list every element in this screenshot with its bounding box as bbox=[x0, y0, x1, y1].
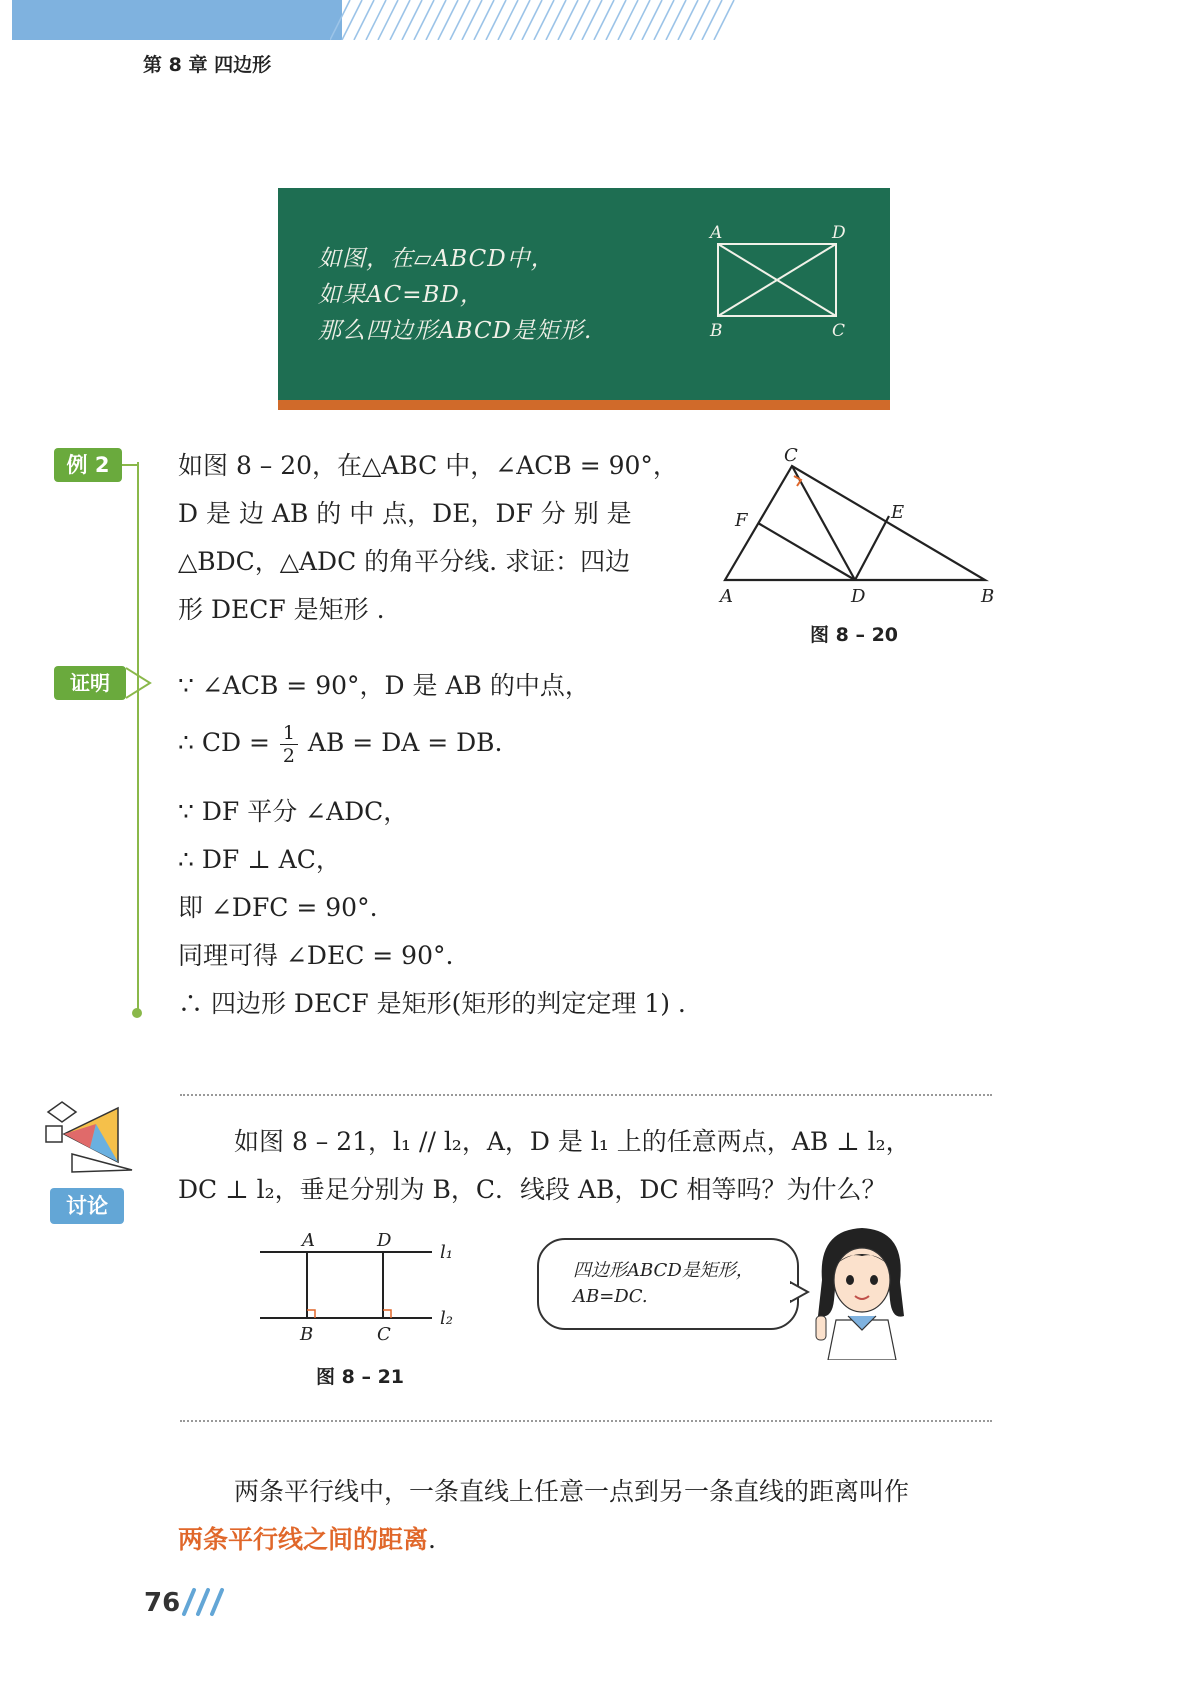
proof-line-6: 同理可得 ∠DEC = 90°. bbox=[178, 941, 454, 970]
example-line-3: △BDC，△ADC 的角平分线. 求证：四边 bbox=[178, 547, 631, 576]
discussion-bottom-divider bbox=[180, 1420, 992, 1422]
page-slash-decoration bbox=[178, 1586, 228, 1618]
girl-avatar-illustration bbox=[800, 1220, 920, 1360]
speech-bubble bbox=[537, 1238, 799, 1330]
figure-8-21-caption: 图 8 – 21 bbox=[316, 1366, 405, 1388]
key-term: 两条平行线之间的距离 bbox=[178, 1525, 429, 1554]
proof-line-2 bbox=[178, 722, 503, 767]
fig20-label-a: A bbox=[720, 586, 733, 607]
fig21-label-a: A bbox=[302, 1230, 315, 1251]
definition-end: . bbox=[428, 1525, 436, 1554]
parallel-lines-figure-8-21 bbox=[250, 1228, 470, 1348]
proof-timeline bbox=[137, 462, 139, 1014]
fig20-label-f: F bbox=[735, 510, 748, 531]
definition-line-2 bbox=[178, 1520, 436, 1556]
proof-line-5: 即 ∠DFC = 90°. bbox=[178, 893, 378, 922]
definition-line-1: 两条平行线中，一条直线上任意一点到另一条直线的距离叫作 bbox=[234, 1477, 910, 1506]
header-hatch bbox=[330, 0, 750, 40]
fig20-label-c: C bbox=[784, 446, 798, 466]
board-label-b: B bbox=[710, 321, 723, 341]
discussion-tools-icon bbox=[42, 1100, 138, 1180]
board-line-3: 那么四边形ABCD是矩形. bbox=[318, 318, 593, 344]
triangle-figure-8-20 bbox=[715, 446, 1005, 626]
board-label-a: A bbox=[710, 224, 723, 243]
fraction-numerator: 1 bbox=[280, 722, 298, 745]
fig20-label-d: D bbox=[851, 586, 866, 607]
figure-8-20-caption: 图 8 – 20 bbox=[810, 624, 899, 646]
fig20-label-b: B bbox=[981, 586, 995, 607]
board-line-1: 如图，在▱ABCD中， bbox=[318, 246, 555, 272]
discussion-line-2: DC ⊥ l₂，垂足分别为 B，C．线段 AB，DC 相等吗？为什么？ bbox=[178, 1175, 887, 1204]
example-tag-connector bbox=[122, 464, 138, 466]
chapter-title: 第 8 章 四边形 bbox=[143, 54, 272, 76]
fig21-label-d: D bbox=[377, 1230, 392, 1251]
proof-tag-arrow bbox=[124, 666, 154, 700]
proof-line-1: ∵ ∠ACB = 90°，D 是 AB 的中点， bbox=[178, 671, 590, 700]
bubble-line-1: 四边形ABCD是矩形， bbox=[573, 1260, 754, 1281]
example-tag: 例 2 bbox=[54, 448, 122, 482]
proof-line-2-pre: ∴ CD = bbox=[178, 728, 270, 757]
proof-line-7: ∴ 四边形 DECF 是矩形(矩形的判定定理 1) . bbox=[178, 989, 686, 1018]
rectangle-figure bbox=[698, 224, 848, 354]
discussion-tag: 讨论 bbox=[50, 1188, 124, 1224]
board-label-c: C bbox=[832, 321, 846, 341]
proof-tag: 证明 bbox=[54, 666, 126, 700]
half-fraction bbox=[280, 722, 298, 767]
fraction-denominator: 2 bbox=[282, 745, 295, 767]
fig21-label-b: B bbox=[300, 1324, 314, 1345]
fig21-label-l1: l₁ bbox=[440, 1242, 453, 1263]
fig21-label-c: C bbox=[377, 1324, 391, 1345]
example-line-4: 形 DECF 是矩形 . bbox=[178, 595, 385, 624]
fig20-label-e: E bbox=[891, 502, 905, 523]
proof-line-2-post: AB = DA = DB. bbox=[307, 728, 503, 757]
timeline-end-dot bbox=[132, 1008, 142, 1018]
page-number: 76 bbox=[144, 1588, 181, 1618]
header-band bbox=[12, 0, 342, 40]
board-label-d: D bbox=[832, 224, 846, 243]
proof-line-3: ∵ DF 平分 ∠ADC， bbox=[178, 797, 409, 826]
proof-line-4: ∴ DF ⊥ AC， bbox=[178, 845, 341, 874]
example-line-1: 如图 8 – 20，在△ABC 中，∠ACB = 90°， bbox=[178, 451, 678, 480]
board-line-2: 如果AC=BD， bbox=[318, 282, 484, 308]
discussion-top-divider bbox=[180, 1094, 992, 1096]
theorem-chalkboard bbox=[278, 188, 890, 410]
discussion-line-1: 如图 8 – 21，l₁ // l₂，A，D 是 l₁ 上的任意两点，AB ⊥ l₂， bbox=[234, 1127, 911, 1156]
example-line-2: D 是 边 AB 的 中 点，DE，DF 分 别 是 bbox=[178, 499, 632, 528]
fig21-label-l2: l₂ bbox=[440, 1308, 453, 1329]
bubble-line-2: AB=DC. bbox=[573, 1286, 648, 1307]
